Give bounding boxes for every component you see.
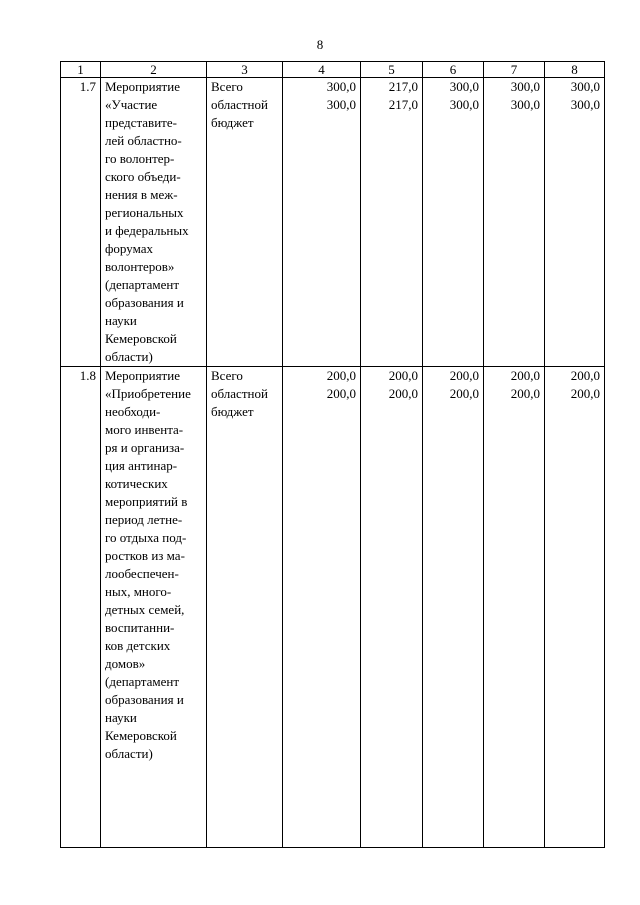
table-row bbox=[61, 78, 605, 367]
funding-source-line: областной bbox=[211, 386, 268, 401]
description-line: «Участие bbox=[105, 97, 158, 112]
row-number-cell: 1.8 bbox=[61, 367, 101, 848]
description-cell bbox=[101, 78, 207, 367]
header-cell: 8 bbox=[545, 62, 605, 78]
description-line: ков детских bbox=[105, 638, 171, 653]
value-total: 300,0 bbox=[326, 79, 356, 94]
funding-source-line: бюджет bbox=[211, 115, 254, 130]
description-line: детных семей, bbox=[105, 602, 185, 617]
funding-source-line: Всего bbox=[211, 79, 243, 94]
value-cell bbox=[361, 367, 423, 848]
value-cell bbox=[484, 367, 545, 848]
funding-source-line: бюджет bbox=[211, 404, 254, 419]
header-cell: 3 bbox=[207, 62, 283, 78]
header-cell: 6 bbox=[423, 62, 484, 78]
value-total: 217,0 bbox=[388, 79, 418, 94]
value-total: 200,0 bbox=[326, 368, 356, 383]
header-cell: 4 bbox=[283, 62, 361, 78]
description-line: нения в меж- bbox=[105, 187, 178, 202]
value-total: 300,0 bbox=[449, 79, 479, 94]
page-number: 8 bbox=[316, 37, 324, 52]
description-line: го волонтер- bbox=[105, 151, 175, 166]
value-cell bbox=[484, 78, 545, 367]
description-line: представите- bbox=[105, 115, 177, 130]
table-row bbox=[61, 367, 605, 848]
value-cell bbox=[361, 78, 423, 367]
description-line: региональных bbox=[105, 205, 184, 220]
description-line: ского объеди- bbox=[105, 169, 181, 184]
value-cell bbox=[283, 367, 361, 848]
value-cell bbox=[545, 78, 605, 367]
value-cell bbox=[283, 78, 361, 367]
description-line: период летне- bbox=[105, 512, 183, 527]
description-line: воспитанни- bbox=[105, 620, 175, 635]
header-cell: 5 bbox=[361, 62, 423, 78]
description-line: и федеральных bbox=[105, 223, 189, 238]
description-line: лей областно- bbox=[105, 133, 182, 148]
description-line: области) bbox=[105, 746, 153, 761]
row-number-cell: 1.7 bbox=[61, 78, 101, 367]
funding-source-line: Всего bbox=[211, 368, 243, 383]
description-line: науки bbox=[105, 710, 137, 725]
value-cell bbox=[545, 367, 605, 848]
description-line: Мероприятие bbox=[105, 368, 180, 383]
description-line: (департамент bbox=[105, 277, 180, 292]
description-line: мероприятий в bbox=[105, 494, 188, 509]
value-regional: 200,0 bbox=[449, 386, 479, 401]
funding-source-cell bbox=[207, 367, 283, 848]
header-cell: 1 bbox=[61, 62, 101, 78]
description-line: Мероприятие bbox=[105, 79, 180, 94]
value-cell bbox=[423, 367, 484, 848]
value-regional: 200,0 bbox=[326, 386, 356, 401]
value-regional: 300,0 bbox=[449, 97, 479, 112]
value-total: 200,0 bbox=[510, 368, 540, 383]
description-line: Кемеровской bbox=[105, 728, 177, 743]
description-line: го отдыха под- bbox=[105, 530, 187, 545]
header-cell: 2 bbox=[101, 62, 207, 78]
description-line: Кемеровской bbox=[105, 331, 177, 346]
budget-table bbox=[60, 61, 605, 848]
description-line: волонтеров» bbox=[105, 259, 175, 274]
description-line: мого инвента- bbox=[105, 422, 184, 437]
value-regional: 300,0 bbox=[326, 97, 356, 112]
description-line: ростков из ма- bbox=[105, 548, 185, 563]
value-total: 200,0 bbox=[570, 368, 600, 383]
value-total: 300,0 bbox=[510, 79, 540, 94]
description-line: (департамент bbox=[105, 674, 180, 689]
description-line: лообеспечен- bbox=[105, 566, 179, 581]
value-total: 200,0 bbox=[449, 368, 479, 383]
value-regional: 200,0 bbox=[570, 386, 600, 401]
table-header-row bbox=[61, 62, 605, 78]
description-cell bbox=[101, 367, 207, 848]
description-line: науки bbox=[105, 313, 137, 328]
value-regional: 300,0 bbox=[510, 97, 540, 112]
description-line: «Приобретение необходи- bbox=[105, 386, 191, 419]
description-line: области) bbox=[105, 349, 153, 364]
description-line: форумах bbox=[105, 241, 153, 256]
description-line: ных, много- bbox=[105, 584, 172, 599]
funding-source-cell bbox=[207, 78, 283, 367]
value-regional: 200,0 bbox=[388, 386, 418, 401]
description-line: ция антинар- bbox=[105, 458, 178, 473]
description-line: котических bbox=[105, 476, 168, 491]
value-regional: 217,0 bbox=[388, 97, 418, 112]
header-cell: 7 bbox=[484, 62, 545, 78]
value-cell bbox=[423, 78, 484, 367]
description-line: домов» bbox=[105, 656, 146, 671]
value-total: 300,0 bbox=[570, 79, 600, 94]
funding-source-line: областной bbox=[211, 97, 268, 112]
value-regional: 300,0 bbox=[570, 97, 600, 112]
description-line: образования и bbox=[105, 295, 184, 310]
description-line: ря и организа- bbox=[105, 440, 185, 455]
description-line: образования и bbox=[105, 692, 184, 707]
value-regional: 200,0 bbox=[510, 386, 540, 401]
value-total: 200,0 bbox=[388, 368, 418, 383]
